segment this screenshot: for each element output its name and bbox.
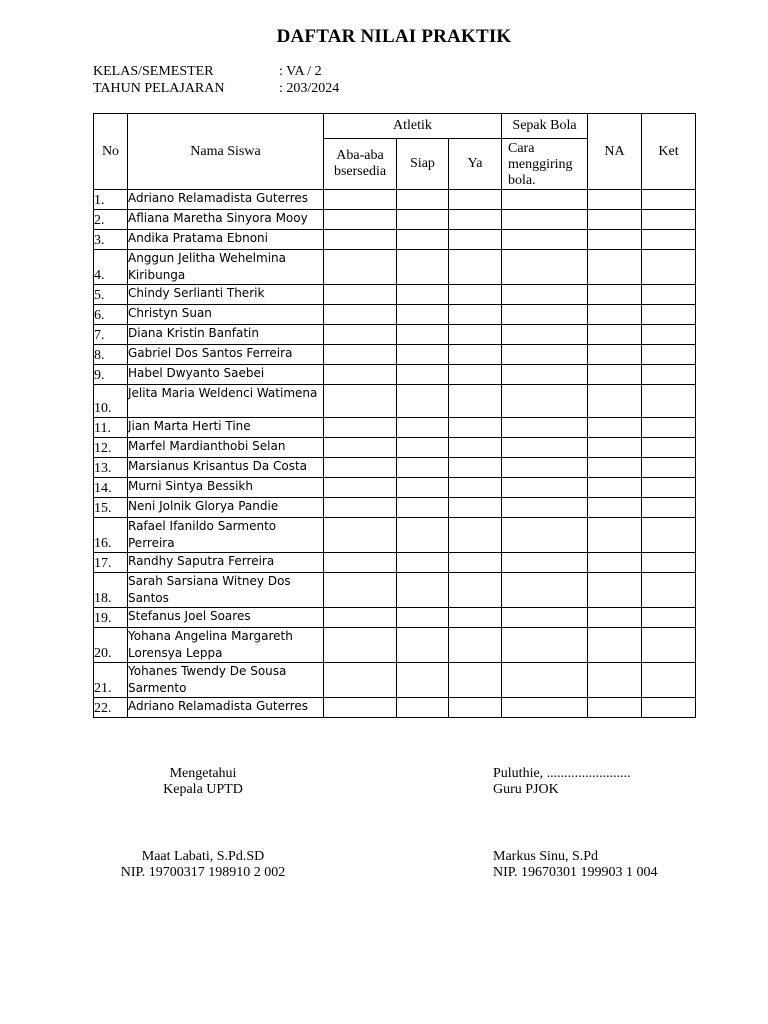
table-row xyxy=(94,325,696,345)
row-number: 6. xyxy=(94,305,128,325)
row-number: 5. xyxy=(94,285,128,305)
na-cell xyxy=(588,345,642,365)
siap-cell xyxy=(397,573,449,608)
table-row xyxy=(94,698,696,718)
kelas-label: KELAS/SEMESTER xyxy=(93,64,214,79)
student-name: Marsianus Krisantus Da Costa xyxy=(128,458,324,478)
header-siap: Siap xyxy=(397,139,449,190)
na-cell xyxy=(588,478,642,498)
student-name: Marfel Mardianthobi Selan xyxy=(128,438,324,458)
ket-cell xyxy=(642,210,696,230)
left-signer-nip: NIP. 19700317 198910 2 002 xyxy=(120,865,286,880)
cara-cell xyxy=(502,478,588,498)
ket-cell xyxy=(642,365,696,385)
student-name: Anggun Jelitha Wehelmina Kiribunga xyxy=(128,250,324,285)
siap-cell xyxy=(397,608,449,628)
student-name: Yohanes Twendy De Sousa Sarmento xyxy=(128,663,324,698)
ket-cell xyxy=(642,573,696,608)
table-row xyxy=(94,478,696,498)
siap-cell xyxy=(397,458,449,478)
guru-pjok-text: Guru PJOK xyxy=(493,782,559,797)
header-nama: Nama Siswa xyxy=(128,114,324,190)
na-cell xyxy=(588,458,642,478)
student-name: Christyn Suan xyxy=(128,305,324,325)
row-number: 12. xyxy=(94,438,128,458)
aba-aba-cell xyxy=(324,325,397,345)
na-cell xyxy=(588,553,642,573)
left-signer-name: Maat Labati, S.Pd.SD xyxy=(141,849,265,864)
siap-cell xyxy=(397,438,449,458)
student-name: Chindy Serlianti Therik xyxy=(128,285,324,305)
na-cell xyxy=(588,628,642,663)
na-cell xyxy=(588,365,642,385)
cara-cell xyxy=(502,250,588,285)
table-row xyxy=(94,438,696,458)
ya-cell xyxy=(449,573,502,608)
ya-cell xyxy=(449,518,502,553)
row-number: 3. xyxy=(94,230,128,250)
siap-cell xyxy=(397,365,449,385)
cara-cell xyxy=(502,628,588,663)
row-number: 15. xyxy=(94,498,128,518)
ya-cell xyxy=(449,478,502,498)
na-cell xyxy=(588,438,642,458)
table-row xyxy=(94,230,696,250)
student-name: Murni Sintya Bessikh xyxy=(128,478,324,498)
ya-cell xyxy=(449,438,502,458)
ya-cell xyxy=(449,663,502,698)
aba-aba-cell xyxy=(324,518,397,553)
ya-cell xyxy=(449,210,502,230)
aba-aba-cell xyxy=(324,285,397,305)
tahun-value: : 203/2024 xyxy=(279,81,340,96)
kepala-uptd-text: Kepala UPTD xyxy=(163,782,243,797)
row-number: 17. xyxy=(94,553,128,573)
cara-cell xyxy=(502,458,588,478)
ket-cell xyxy=(642,478,696,498)
table-row xyxy=(94,250,696,285)
aba-aba-cell xyxy=(324,385,397,418)
na-cell xyxy=(588,230,642,250)
cara-cell xyxy=(502,553,588,573)
siap-cell xyxy=(397,478,449,498)
cara-cell xyxy=(502,385,588,418)
na-cell xyxy=(588,325,642,345)
cara-cell xyxy=(502,418,588,438)
siap-cell xyxy=(397,698,449,718)
na-cell xyxy=(588,250,642,285)
siap-cell xyxy=(397,418,449,438)
table-row xyxy=(94,385,696,418)
signature-left-heading xyxy=(93,766,313,798)
ket-cell xyxy=(642,438,696,458)
siap-cell xyxy=(397,210,449,230)
cara-cell xyxy=(502,573,588,608)
ya-cell xyxy=(449,230,502,250)
siap-cell xyxy=(397,553,449,573)
table-row xyxy=(94,345,696,365)
aba-aba-cell xyxy=(324,365,397,385)
aba-aba-cell xyxy=(324,458,397,478)
student-name: Jian Marta Herti Tine xyxy=(128,418,324,438)
ket-cell xyxy=(642,230,696,250)
table-row xyxy=(94,210,696,230)
row-number: 1. xyxy=(94,190,128,210)
aba-aba-cell xyxy=(324,498,397,518)
aba-aba-cell xyxy=(324,210,397,230)
ya-cell xyxy=(449,418,502,438)
meta-tahun xyxy=(93,81,339,97)
aba-aba-cell xyxy=(324,608,397,628)
ket-cell xyxy=(642,698,696,718)
header-ya: Ya xyxy=(449,139,502,190)
aba-aba-cell xyxy=(324,345,397,365)
row-number: 18. xyxy=(94,573,128,608)
cara-cell xyxy=(502,190,588,210)
siap-cell xyxy=(397,285,449,305)
ket-cell xyxy=(642,325,696,345)
student-name: Andika Pratama Ebnoni xyxy=(128,230,324,250)
table-row xyxy=(94,518,696,553)
na-cell xyxy=(588,418,642,438)
signature-right-heading xyxy=(493,766,631,798)
ket-cell xyxy=(642,305,696,325)
table-row xyxy=(94,418,696,438)
right-signer-nip: NIP. 19670301 199903 1 004 xyxy=(493,865,658,880)
row-number: 14. xyxy=(94,478,128,498)
aba-aba-cell xyxy=(324,438,397,458)
na-cell xyxy=(588,698,642,718)
row-number: 13. xyxy=(94,458,128,478)
meta-kelas xyxy=(93,64,322,80)
row-number: 22. xyxy=(94,698,128,718)
student-name: Gabriel Dos Santos Ferreira xyxy=(128,345,324,365)
cara-cell xyxy=(502,210,588,230)
header-ket: Ket xyxy=(642,114,696,190)
row-number: 2. xyxy=(94,210,128,230)
na-cell xyxy=(588,210,642,230)
na-cell xyxy=(588,498,642,518)
header-sepak-bola: Sepak Bola xyxy=(502,114,588,139)
cara-cell xyxy=(502,498,588,518)
page-title: DAFTAR NILAI PRAKTIK xyxy=(276,26,512,47)
student-name: Adriano Relamadista Guterres xyxy=(128,698,324,718)
tahun-label: TAHUN PELAJARAN xyxy=(93,81,225,96)
student-name: Adriano Relamadista Guterres xyxy=(128,190,324,210)
table-row xyxy=(94,458,696,478)
ya-cell xyxy=(449,190,502,210)
row-number: 21. xyxy=(94,663,128,698)
ya-cell xyxy=(449,250,502,285)
aba-aba-cell xyxy=(324,250,397,285)
ket-cell xyxy=(642,628,696,663)
aba-aba-cell xyxy=(324,663,397,698)
cara-cell xyxy=(502,518,588,553)
ket-cell xyxy=(642,458,696,478)
header-no: No xyxy=(94,114,128,190)
ya-cell xyxy=(449,345,502,365)
aba-aba-cell xyxy=(324,478,397,498)
student-name: Jelita Maria Weldenci Watimena xyxy=(128,385,324,418)
siap-cell xyxy=(397,305,449,325)
aba-aba-cell xyxy=(324,553,397,573)
siap-cell xyxy=(397,325,449,345)
siap-cell xyxy=(397,498,449,518)
row-number: 7. xyxy=(94,325,128,345)
table-row xyxy=(94,573,696,608)
siap-cell xyxy=(397,230,449,250)
kelas-value: : VA / 2 xyxy=(279,64,322,79)
cara-cell xyxy=(502,438,588,458)
na-cell xyxy=(588,663,642,698)
signature-right-name xyxy=(493,849,658,881)
siap-cell xyxy=(397,250,449,285)
mengetahui-text: Mengetahui xyxy=(169,766,237,781)
row-number: 11. xyxy=(94,418,128,438)
na-cell xyxy=(588,518,642,553)
row-number: 9. xyxy=(94,365,128,385)
aba-aba-cell xyxy=(324,698,397,718)
student-name: Stefanus Joel Soares xyxy=(128,608,324,628)
na-cell xyxy=(588,608,642,628)
cara-cell xyxy=(502,305,588,325)
aba-aba-cell xyxy=(324,190,397,210)
table-row xyxy=(94,628,696,663)
row-number: 16. xyxy=(94,518,128,553)
student-name: Diana Kristin Banfatin xyxy=(128,325,324,345)
ket-cell xyxy=(642,345,696,365)
ya-cell xyxy=(449,305,502,325)
right-signer-name: Markus Sinu, S.Pd xyxy=(493,849,599,864)
table-row xyxy=(94,553,696,573)
place-date-text: Puluthie, ........................ xyxy=(493,766,631,781)
ya-cell xyxy=(449,698,502,718)
ket-cell xyxy=(642,250,696,285)
aba-aba-cell xyxy=(324,230,397,250)
table-row xyxy=(94,285,696,305)
ya-cell xyxy=(449,608,502,628)
na-cell xyxy=(588,190,642,210)
student-name: Afliana Maretha Sinyora Mooy xyxy=(128,210,324,230)
ket-cell xyxy=(642,418,696,438)
ya-cell xyxy=(449,498,502,518)
student-name: Neni Jolnik Glorya Pandie xyxy=(128,498,324,518)
na-cell xyxy=(588,305,642,325)
ya-cell xyxy=(449,385,502,418)
ket-cell xyxy=(642,285,696,305)
ket-cell xyxy=(642,608,696,628)
table-row xyxy=(94,305,696,325)
ket-cell xyxy=(642,498,696,518)
grades-table xyxy=(93,113,696,718)
row-number: 20. xyxy=(94,628,128,663)
header-atletik: Atletik xyxy=(324,114,502,139)
table-row xyxy=(94,190,696,210)
ya-cell xyxy=(449,285,502,305)
ya-cell xyxy=(449,553,502,573)
student-name: Randhy Saputra Ferreira xyxy=(128,553,324,573)
aba-aba-cell xyxy=(324,418,397,438)
cara-cell xyxy=(502,698,588,718)
row-number: 10. xyxy=(94,385,128,418)
aba-aba-cell xyxy=(324,305,397,325)
siap-cell xyxy=(397,663,449,698)
siap-cell xyxy=(397,385,449,418)
table-row xyxy=(94,608,696,628)
ket-cell xyxy=(642,385,696,418)
table-row xyxy=(94,663,696,698)
siap-cell xyxy=(397,628,449,663)
header-aba-aba: Aba-aba bsersedia xyxy=(324,139,397,190)
ya-cell xyxy=(449,325,502,345)
signature-left-name xyxy=(93,849,313,881)
student-name: Rafael Ifanildo Sarmento Perreira xyxy=(128,518,324,553)
na-cell xyxy=(588,285,642,305)
row-number: 8. xyxy=(94,345,128,365)
ket-cell xyxy=(642,190,696,210)
ket-cell xyxy=(642,663,696,698)
siap-cell xyxy=(397,190,449,210)
table-row xyxy=(94,498,696,518)
cara-cell xyxy=(502,325,588,345)
aba-aba-cell xyxy=(324,573,397,608)
ket-cell xyxy=(642,518,696,553)
header-na: NA xyxy=(588,114,642,190)
siap-cell xyxy=(397,345,449,365)
ya-cell xyxy=(449,365,502,385)
ya-cell xyxy=(449,458,502,478)
cara-cell xyxy=(502,365,588,385)
cara-cell xyxy=(502,663,588,698)
ya-cell xyxy=(449,628,502,663)
student-name: Yohana Angelina Margareth Lorensya Leppa xyxy=(128,628,324,663)
student-name: Habel Dwyanto Saebei xyxy=(128,365,324,385)
aba-aba-cell xyxy=(324,628,397,663)
siap-cell xyxy=(397,518,449,553)
cara-cell xyxy=(502,230,588,250)
header-cara: Cara menggiring bola. xyxy=(502,139,588,190)
cara-cell xyxy=(502,285,588,305)
na-cell xyxy=(588,573,642,608)
cara-cell xyxy=(502,608,588,628)
student-name: Sarah Sarsiana Witney Dos Santos xyxy=(128,573,324,608)
table-row xyxy=(94,365,696,385)
ket-cell xyxy=(642,553,696,573)
row-number: 19. xyxy=(94,608,128,628)
row-number: 4. xyxy=(94,250,128,285)
na-cell xyxy=(588,385,642,418)
cara-cell xyxy=(502,345,588,365)
